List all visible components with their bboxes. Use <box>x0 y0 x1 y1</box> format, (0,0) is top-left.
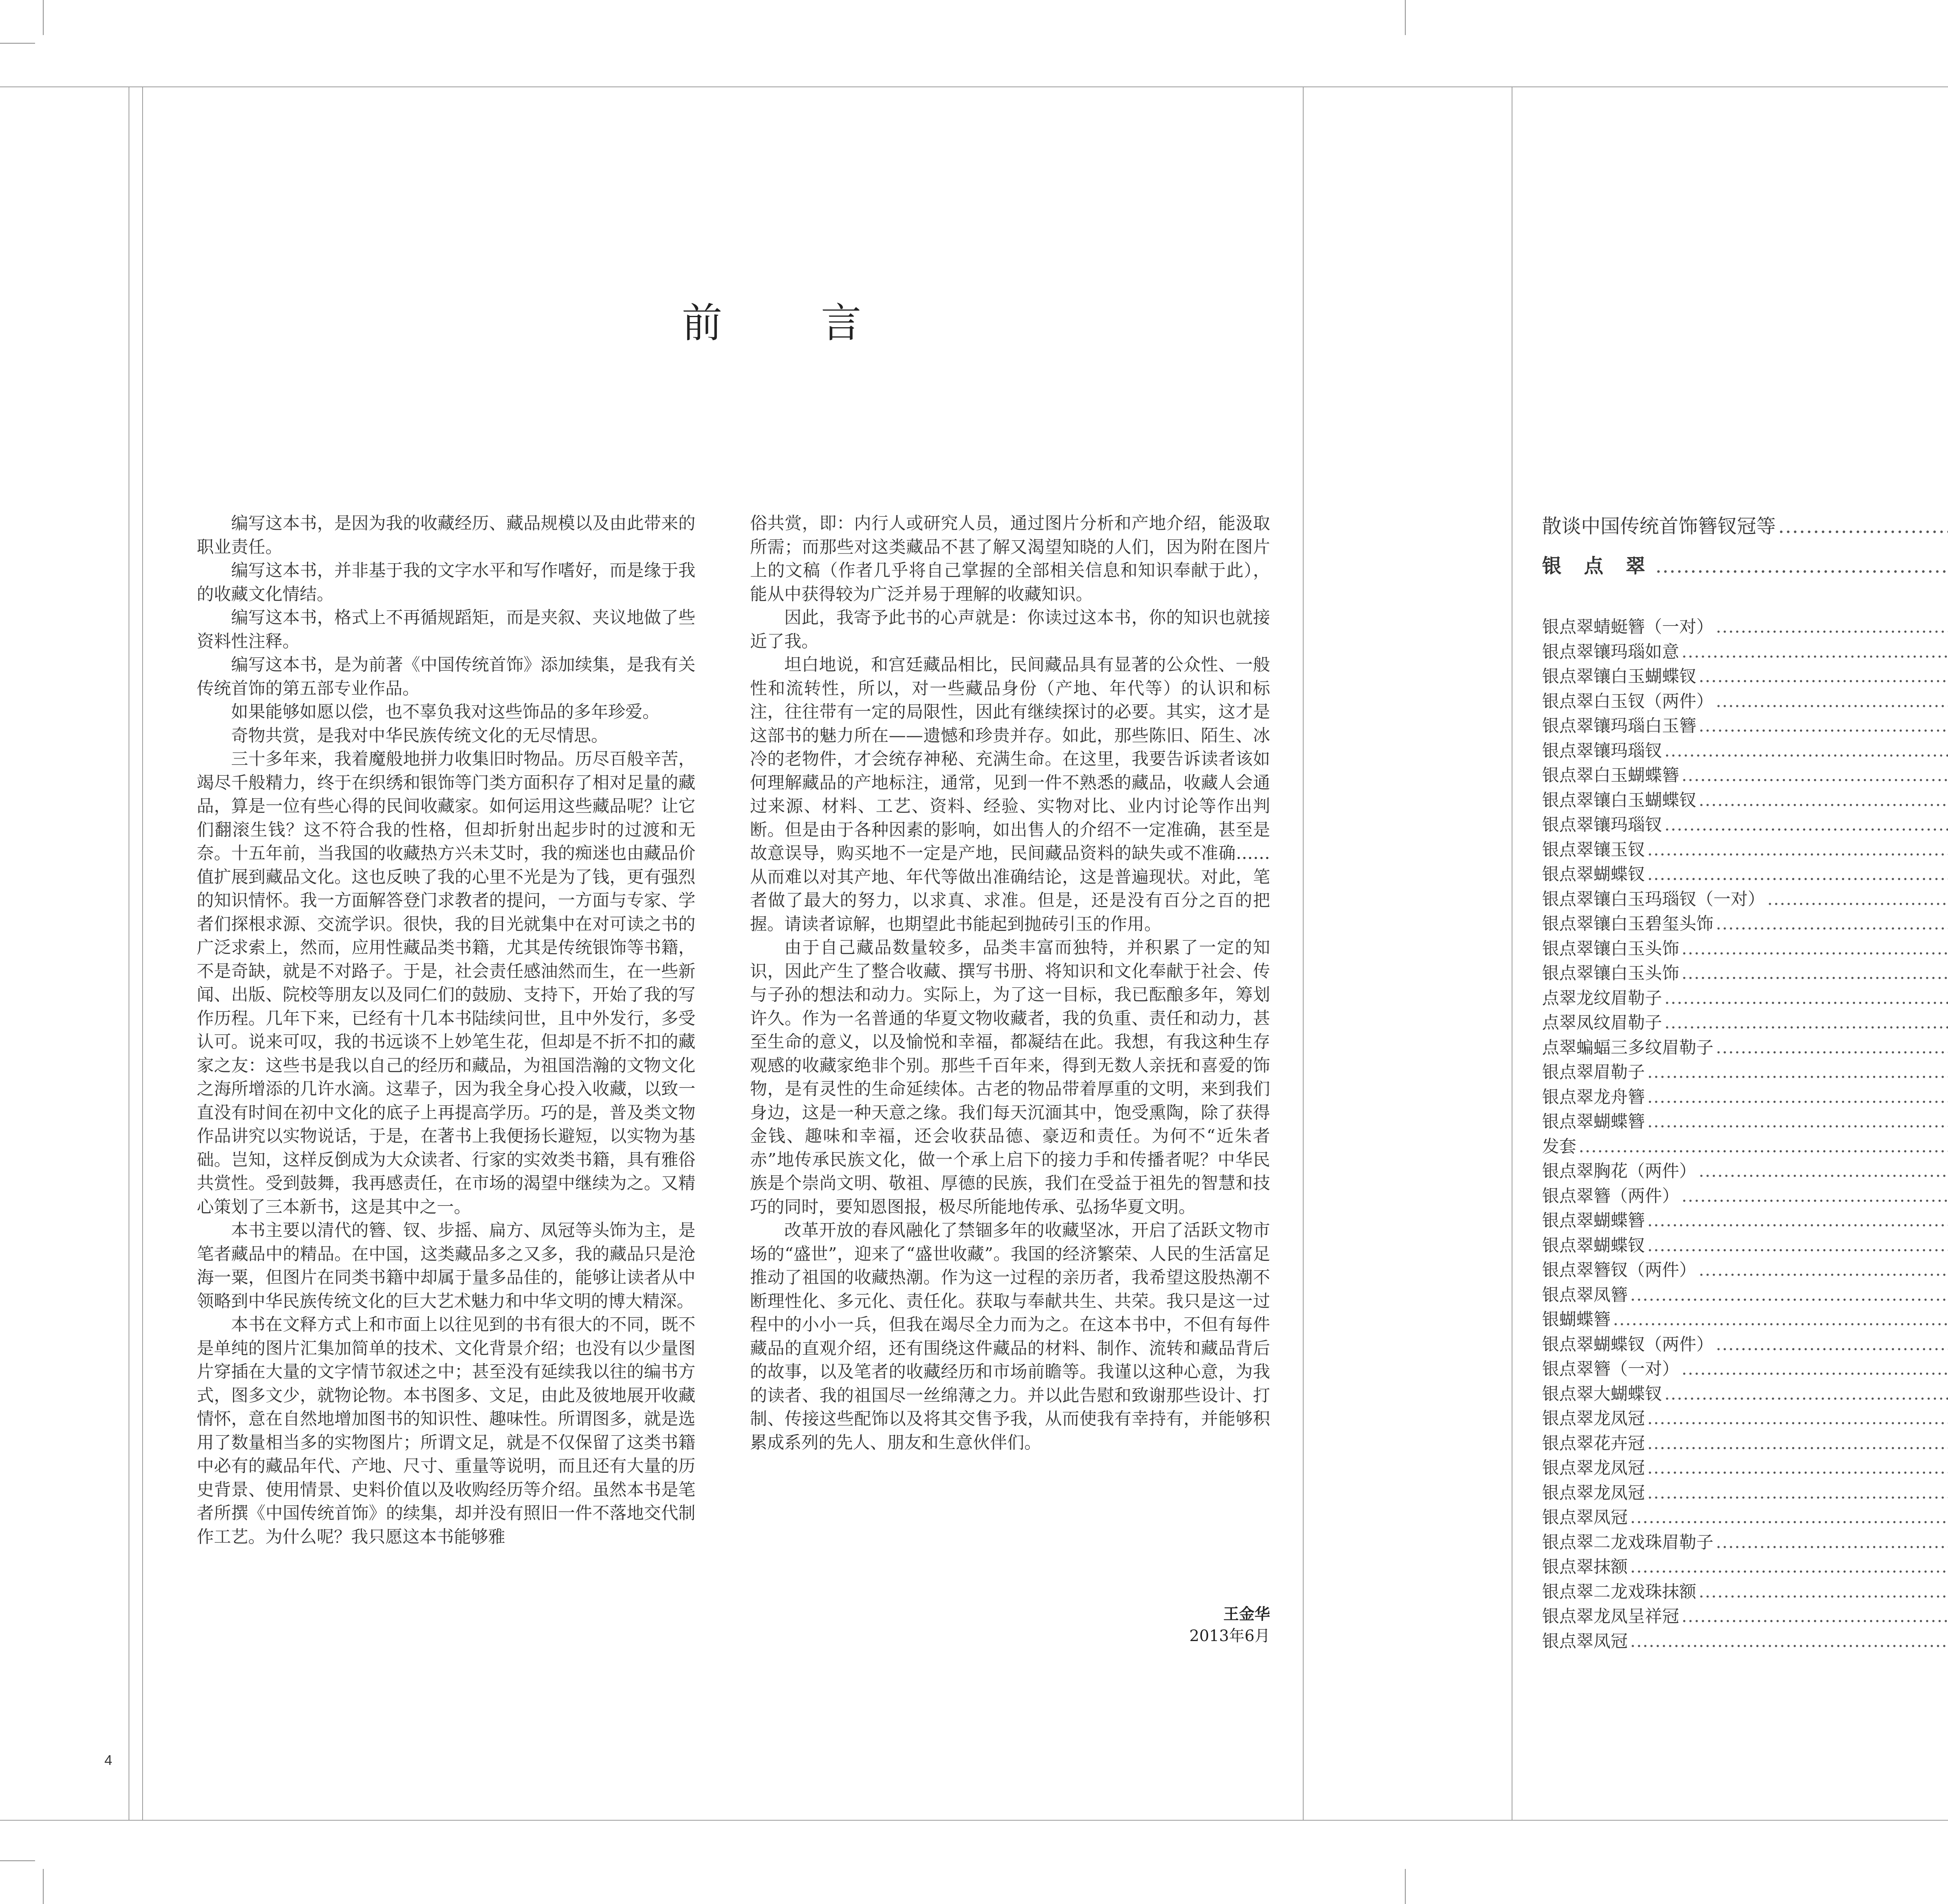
toc-entry[interactable] <box>1542 1332 1948 1357</box>
toc-entry[interactable] <box>1542 1184 1948 1209</box>
toc-entry-label: 银点翠镶白玉头饰 <box>1542 938 1679 959</box>
toc-entry-label: 银蝴蝶簪 <box>1542 1310 1611 1329</box>
toc-leader-dots <box>1647 1085 1948 1110</box>
toc-entry-label: 银点翠镶白玉头饰 <box>1542 963 1679 983</box>
toc-column-1 <box>1542 615 1948 1654</box>
toc-entry[interactable] <box>1542 1010 1948 1035</box>
toc-entry[interactable] <box>1542 1283 1948 1308</box>
crop-mark <box>1405 0 1406 35</box>
toc-leader-dots <box>1699 1159 1948 1184</box>
toc-leader-dots <box>1682 763 1948 788</box>
toc-entry-label: 银点翠蝴蝶簪 <box>1542 1112 1645 1132</box>
toc-entry-label: 银点翠白玉蝴蝶簪 <box>1542 765 1679 785</box>
toc-entry-label: 银点翠簪（两件） <box>1542 1186 1679 1206</box>
toc-top-section <box>1542 513 1948 579</box>
toc-entry[interactable] <box>1542 1159 1948 1184</box>
toc-leader-dots <box>1664 813 1948 837</box>
preface-paragraph: 编写这本书，是因为我的收藏经历、藏品规模以及由此带来的职业责任。 <box>197 513 695 557</box>
toc-entry-label: 银点翠二龙戏珠抹额 <box>1542 1581 1696 1602</box>
toc-entry[interactable] <box>1542 615 1948 640</box>
toc-leader-dots <box>1682 1604 1948 1629</box>
toc-entry-label: 银点翠凤冠 <box>1542 1507 1628 1527</box>
toc-entry[interactable] <box>1542 689 1948 714</box>
preface-paragraph: 本书在文释方式上和市面上以往见到的书有很大的不同，既不是单纯的图片汇集加简单的技术、文化背景介绍；也没有以少量图片穿插在大量的文字情节叙述之中；甚至没有延续我以往的编书方式，图多文少，就物论物。本书图多、文足，由此及彼地展开收藏情怀，意在自然地增加图书的知识性、趣味性。所谓图多，就是选用了数量相当多的实物图片；所谓文足，就是不仅保留了这类书籍中必有的藏品年代、产地、尺寸、重量等说明，而且还有大量的历史背景、使用情景、史料价值以及收购经历等介绍。虽然本书是笔者所撰《中国传统首饰》的续集，却并没有照旧一件不落地交代制作工艺。为什么呢？我只愿这本书能够雅 <box>197 1315 695 1547</box>
toc-entry[interactable] <box>1542 1406 1948 1431</box>
toc-entry-label: 银点翠凤簪 <box>1542 1285 1628 1305</box>
crop-mark <box>1405 1869 1406 1904</box>
left-page-number: 4 <box>104 1752 113 1768</box>
preface-paragraph: 如果能够如愿以偿，也不辜负我对这些饰品的多年珍爱。 <box>231 702 660 722</box>
toc-entry-label: 银点翠凤冠 <box>1542 1631 1628 1651</box>
toc-entry[interactable] <box>1542 936 1948 961</box>
top-border-line <box>0 86 1948 87</box>
toc-leader-dots <box>1613 1307 1948 1332</box>
author-name: 王金华 <box>1223 1605 1270 1623</box>
toc-entry[interactable] <box>1542 1456 1948 1481</box>
toc-leader-dots <box>1647 1233 1948 1258</box>
toc-leader-dots <box>1767 887 1948 912</box>
toc-entry-label: 银点翠镶玛瑙钗 <box>1542 815 1662 835</box>
toc-entry-label: 银点翠镶玛瑙白玉簪 <box>1542 716 1696 736</box>
toc-entry[interactable] <box>1542 1382 1948 1407</box>
toc-entry-label: 银点翠抹额 <box>1542 1557 1628 1577</box>
toc-entry-label: 点翠蝙蝠三多纹眉勒子 <box>1542 1037 1713 1058</box>
toc-leader-dots <box>1699 788 1948 813</box>
toc-leader-dots <box>1682 1184 1948 1209</box>
toc-leader-dots <box>1699 714 1948 739</box>
toc-leader-dots <box>1664 1010 1948 1035</box>
preface-paragraph: 因此，我寄予此书的心声就是：你读过这本书，你的知识也就接近了我。 <box>750 608 1270 651</box>
preface-signature <box>1052 1603 1270 1647</box>
toc-leader-dots <box>1716 911 1948 936</box>
toc-entry[interactable] <box>1542 664 1948 689</box>
toc-entry-label: 银点翠龙凤冠 <box>1542 1409 1645 1428</box>
toc-entry[interactable] <box>1542 1629 1948 1654</box>
toc-entry-label: 银点翠蝴蝶钗（两件） <box>1542 1334 1713 1354</box>
toc-entry[interactable] <box>1542 1604 1948 1629</box>
toc-entry[interactable] <box>1542 1208 1948 1233</box>
crop-mark <box>0 43 35 44</box>
toc-leader-dots <box>1716 689 1948 714</box>
toc-leader-dots <box>1716 1035 1948 1060</box>
toc-entry[interactable] <box>1542 986 1948 1011</box>
toc-entry-label: 银点翠胸花（两件） <box>1542 1161 1696 1181</box>
toc-entry[interactable] <box>1542 640 1948 665</box>
toc-leader-dots <box>1664 739 1948 763</box>
preface-paragraph: 坦白地说，和宫廷藏品相比，民间藏品具有显著的公众性、一般性和流转性，所以，对一些藏品身份（产地、年代等）的认识和标注，往往带有一定的局限性，因此有继续探讨的必要。其实，这才是这部书的魅力所在——遗憾和珍贵并存。如此，那些陈旧、陌生、冰冷的老物件，才会统存神秘、充满生命。在这里，我要告诉读者该如何理解藏品的产地标注，通常，见到一件不熟悉的藏品，收藏人会通过来源、材料、工艺、资料、经验、实物对比、业内讨论等作出判断。但是由于各种因素的影响，如出售人的介绍不一定准确，甚至是故意误导，购买地不一定是产地，民间藏品资料的缺失或不准确……从而难以对其产地、年代等做出准确结论，这是普遍现状。对此，笔者做了最大的努力，以求真、求准。但是，还是没有百分之百的把握。请读者谅解，也期望此书能起到抛砖引玉的作用。 <box>750 655 1270 934</box>
toc-entry-label: 银点翠镶玉钗 <box>1542 839 1645 860</box>
toc-entry-label: 银点翠镶白玉蝴蝶钗 <box>1542 790 1696 810</box>
toc-entry-label: 银点翠眉勒子 <box>1542 1062 1645 1082</box>
toc-entry[interactable] <box>1542 1109 1948 1134</box>
toc-entry-label: 银点翠簪（一对） <box>1542 1359 1679 1379</box>
toc-leader-dots <box>1647 1208 1948 1233</box>
toc-leader-dots <box>1778 513 1948 539</box>
left-margin-line-inner <box>142 86 143 1821</box>
toc-entry-label: 银点翠蝴蝶钗 <box>1542 864 1645 884</box>
toc-entry[interactable] <box>1542 714 1948 739</box>
toc-leader-dots <box>1664 986 1948 1011</box>
toc-leader-dots <box>1682 961 1948 986</box>
toc-leader-dots <box>1716 1332 1948 1357</box>
toc-entry-label: 银点翠镶玛瑙如意 <box>1542 642 1679 662</box>
crop-mark <box>0 1860 35 1861</box>
toc-entry-label: 银点翠镶玛瑙钗 <box>1542 740 1662 761</box>
toc-entry[interactable] <box>1542 1134 1948 1159</box>
toc-entry[interactable] <box>1542 1085 1948 1110</box>
toc-leader-dots <box>1647 837 1948 862</box>
crop-mark <box>43 0 44 35</box>
toc-leader-dots <box>1682 936 1948 961</box>
toc-entry-label: 银点翠龙舟簪 <box>1542 1087 1645 1107</box>
preface-paragraph: 编写这本书，并非基于我的文字水平和写作嗜好，而是缘于我的收藏文化情结。 <box>197 561 695 604</box>
toc-entry[interactable] <box>1542 1357 1948 1382</box>
toc-leader-dots <box>1647 1406 1948 1431</box>
preface-paragraph: 本书主要以清代的簪、钗、步摇、扁方、凤冠等头饰为主，是笔者藏品中的精品。在中国，这类藏品多之又多，我的藏品只是沧海一粟，但图片在同类书籍中却属于量多品佳的，能够让读者从中领略到中华民族传统文化的巨大艺术魅力和中华文明的博大精深。 <box>197 1220 695 1311</box>
toc-leader-dots <box>1647 1456 1948 1481</box>
toc-entry-label: 银点翠白玉钗（两件） <box>1542 691 1713 711</box>
toc-entry[interactable] <box>1542 1580 1948 1604</box>
toc-entry[interactable] <box>1542 1258 1948 1283</box>
toc-entry[interactable] <box>1542 862 1948 887</box>
toc-entry-label: 散谈中国传统首饰簪钗冠等 <box>1542 515 1776 538</box>
toc-entry[interactable] <box>1542 739 1948 763</box>
toc-entry[interactable] <box>1542 1060 1948 1085</box>
toc-entry-label: 点翠凤纹眉勒子 <box>1542 1013 1662 1033</box>
preface-paragraph: 三十多年来，我着魔般地拼力收集旧时物品。历尽百般辛苦，竭尽千般精力，终于在织绣和银饰等门类方面积存了相对足量的藏品，算是一位有些心得的民间收藏家。如何运用这些藏品呢？让它们翻滚生钱？这不符合我的性格，但却折射出起步时的过渡和无奈。十五年前，当我国的收藏热方兴未艾时，我的痴迷也由藏品价值扩展到藏品文化。这也反映了我的心里不光是为了钱，更有强烈的知识情怀。我一方面解答登门求教者的提问，一方面与专家、学者们探根求源、交流学识。很快，我的目光就集中在对可读之书的广泛求索上，然而，应用性藏品类书籍，尤其是传统银饰等书籍，不是奇缺，就是不对路子。于是，社会责任感油然而生，在一些新闻、出版、院校等朋友以及同仁们的鼓励、支持下，开始了我的写作历程。几年下来，已经有十几本书陆续问世，且中外发行，多受认可。说来可叹，我的书远谈不上妙笔生花，但却是不折不扣的藏家之友：这些书是我以自己的经历和藏品，为祖国浩瀚的文物文化之海所增添的几许水滴。这辈子，因为我全身心投入收藏，以致一直没有时间在初中文化的底子上再提高学历。巧的是，普及类文物作品讲究以实物说话，于是，在著书上我便扬长避短，以实物为基础。岂知，这样反倒成为大众读者、行家的实效类书籍，具有雅俗共赏性。受到鼓舞，我再感责任，在市场的渴望中继续为之。又精心策划了三本新书，这是其中之一。 <box>197 749 695 1217</box>
toc-leader-dots <box>1655 553 1948 579</box>
toc-leader-dots <box>1630 1555 1948 1580</box>
toc-entry[interactable] <box>1542 837 1948 862</box>
toc-entry[interactable] <box>1542 1505 1948 1530</box>
toc-leader-dots <box>1682 1357 1948 1382</box>
toc-entry-label: 银点翠二龙戏珠眉勒子 <box>1542 1532 1713 1552</box>
toc-entry-label: 银点翠镶白玉蝴蝶钗 <box>1542 666 1696 686</box>
spine-line-left <box>1303 86 1304 1821</box>
preface-column-1 <box>197 512 695 1549</box>
toc-entry-label: 银点翠镶白玉玛瑙钗（一对） <box>1542 889 1765 909</box>
toc-entry-label: 发套 <box>1542 1136 1576 1157</box>
toc-entry[interactable] <box>1542 1035 1948 1060</box>
preface-paragraph: 奇物共赏，是我对中华民族传统文化的无尽情思。 <box>231 725 608 746</box>
toc-leader-dots <box>1630 1629 1948 1654</box>
toc-leader-dots <box>1647 1060 1948 1085</box>
toc-entry-label: 银点翠蜻蜓簪（一对） <box>1542 617 1713 637</box>
toc-entry[interactable] <box>1542 813 1948 837</box>
toc-leader-dots <box>1630 1283 1948 1308</box>
signature-date: 2013年6月 <box>1189 1627 1270 1645</box>
toc-leader-dots <box>1579 1134 1948 1159</box>
preface-paragraph: 俗共赏，即：内行人或研究人员，通过图片分析和产地介绍，能汲取所需；而那些对这类藏品不甚了解又渴望知晓的人们，因为附在图片上的文稿（作者几乎将自己掌握的全部相关信息和知识奉献于此），能从中获得较为广泛并易于理解的收藏知识。 <box>750 513 1270 604</box>
toc-entry-label: 银 点 翠 <box>1542 554 1653 577</box>
toc-entry-label: 银点翠龙凤冠 <box>1542 1483 1645 1503</box>
toc-entry-label: 银点翠簪钗（两件） <box>1542 1260 1696 1280</box>
toc-entry-label: 点翠龙纹眉勒子 <box>1542 988 1662 1008</box>
toc-leader-dots <box>1630 1505 1948 1530</box>
preface-paragraph: 改革开放的春风融化了禁锢多年的收藏坚冰，开启了活跃文物市场的“盛世”，迎来了“盛世收藏”。我国的经济繁荣、人民的生活富足推动了祖国的收藏热潮。作为这一过程的亲历者，我希望这股热潮不断理性化、多元化、责任化。获取与奉献共生、共荣。我只是这一过程中的小小一兵，但我在竭尽全力而为之。在这本书中，不但有每件藏品的直观介绍，还有围绕这件藏品的材料、制作、流转和藏品背后的故事，以及笔者的收藏经历和市场前瞻等。我谨以这种心意，为我的读者、我的祖国尽一丝绵薄之力。并以此告慰和致谢那些设计、打制、传接这些配饰以及将其交售予我，从而使我有幸持有，并能够积累成系列的先人、朋友和生意伙伴们。 <box>750 1220 1270 1453</box>
preface-column-2 <box>750 512 1270 1454</box>
toc-leader-dots <box>1682 640 1948 665</box>
crop-mark <box>43 1869 44 1904</box>
bottom-border-line <box>0 1820 1948 1821</box>
preface-paragraph: 由于自己藏品数量较多，品类丰富而独特，并积累了一定的知识，因此产生了整合收藏、撰写书册、将知识和文化奉献于社会、传与子孙的想法和动力。实际上，为了这一目标，我已酝酿多年，筹划许久。作为一名普通的华夏文物收藏者，我的负重、责任和动力，甚至生命的意义，以及愉悦和幸福，都凝结在此。我想，有我这种生存观感的收藏家绝非个别。那些千百年来，得到无数人亲抚和喜爱的饰物，是有灵性的生命延续体。古老的物品带着厚重的文明，来到我们身边，这是一种天意之缘。我们每天沉湎其中，饱受熏陶，除了获得金钱、趣味和幸福，还会收获品德、豪迈和责任。为何不“近朱者赤”地传承民族文化，做一个承上启下的接力手和传播者呢？中华民族是个崇尚文明、敬祖、厚德的民族，我们在受益于祖先的智慧和技巧的同时，要知恩图报，极尽所能地传承、弘扬华夏文明。 <box>750 938 1270 1217</box>
preface-paragraph: 编写这本书，是为前著《中国传统首饰》添加续集，是我有关传统首饰的第五部专业作品。 <box>197 655 695 698</box>
toc-entry[interactable] <box>1542 788 1948 813</box>
toc-entry-label: 银点翠蝴蝶簪 <box>1542 1211 1645 1231</box>
toc-entry-label: 银点翠镶白玉碧玺头饰 <box>1542 914 1713 934</box>
toc-entry[interactable] <box>1542 1431 1948 1456</box>
toc-entry[interactable] <box>1542 553 1948 579</box>
toc-leader-dots <box>1716 1530 1948 1555</box>
toc-entry[interactable] <box>1542 911 1948 936</box>
toc-leader-dots <box>1664 1382 1948 1407</box>
toc-leader-dots <box>1647 862 1948 887</box>
toc-entry-label: 银点翠龙凤冠 <box>1542 1458 1645 1478</box>
toc-entry-label: 银点翠大蝴蝶钗 <box>1542 1384 1662 1404</box>
toc-leader-dots <box>1699 1258 1948 1283</box>
preface-title: 前 言 <box>682 299 905 347</box>
toc-entry[interactable] <box>1542 887 1948 912</box>
toc-leader-dots <box>1647 1481 1948 1506</box>
toc-leader-dots <box>1699 1580 1948 1604</box>
toc-leader-dots <box>1699 664 1948 689</box>
toc-entry[interactable] <box>1542 1307 1948 1332</box>
toc-entry-label: 银点翠龙凤呈祥冠 <box>1542 1606 1679 1626</box>
toc-entry-label: 银点翠蝴蝶钗 <box>1542 1235 1645 1255</box>
toc-leader-dots <box>1647 1109 1948 1134</box>
toc-leader-dots <box>1647 1431 1948 1456</box>
toc-entry-label: 银点翠花卉冠 <box>1542 1433 1645 1453</box>
toc-entry[interactable] <box>1542 1555 1948 1580</box>
toc-entry[interactable] <box>1542 1530 1948 1555</box>
toc-entry[interactable] <box>1542 1233 1948 1258</box>
toc-entry[interactable] <box>1542 1481 1948 1506</box>
toc-leader-dots <box>1716 615 1948 640</box>
toc-entry[interactable] <box>1542 763 1948 788</box>
preface-paragraph: 编写这本书，格式上不再循规蹈矩，而是夹叙、夹议地做了些资料性注释。 <box>197 608 695 651</box>
toc-entry[interactable] <box>1542 513 1948 539</box>
toc-entry[interactable] <box>1542 961 1948 986</box>
